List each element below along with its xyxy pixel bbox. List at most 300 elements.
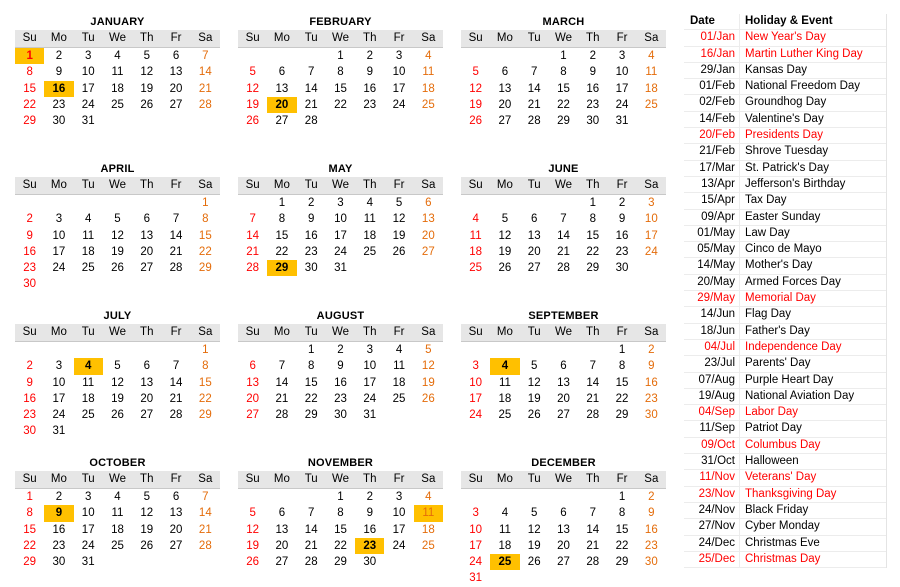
- day-cell[interactable]: 5: [531, 507, 538, 520]
- day-cell[interactable]: 26: [421, 392, 435, 405]
- day-cell[interactable]: 9: [55, 66, 63, 79]
- day-cell[interactable]: 17: [81, 82, 95, 95]
- day-cell[interactable]: 15: [615, 523, 629, 536]
- day-cell[interactable]: 11: [363, 213, 376, 226]
- day-cell[interactable]: 6: [172, 50, 180, 62]
- day-cell[interactable]: 7: [589, 360, 596, 373]
- day-cell[interactable]: 18: [469, 245, 483, 258]
- day-cell[interactable]: 29: [267, 260, 296, 276]
- day-cell[interactable]: 20: [140, 245, 154, 258]
- day-cell[interactable]: 11: [469, 229, 482, 242]
- day-cell[interactable]: 8: [202, 213, 209, 226]
- day-cell[interactable]: 24: [469, 409, 483, 422]
- day-cell[interactable]: 3: [337, 197, 344, 209]
- day-cell[interactable]: 2: [337, 344, 344, 356]
- day-cell[interactable]: 22: [198, 245, 212, 258]
- day-cell[interactable]: 13: [275, 523, 289, 536]
- day-cell[interactable]: 20: [140, 392, 154, 405]
- day-cell[interactable]: 13: [169, 507, 183, 520]
- day-cell[interactable]: 12: [111, 229, 124, 242]
- day-cell[interactable]: 31: [615, 115, 629, 128]
- day-cell[interactable]: 6: [501, 66, 509, 79]
- day-cell[interactable]: 28: [198, 98, 212, 111]
- day-cell[interactable]: 25: [363, 245, 377, 258]
- day-cell[interactable]: 12: [140, 66, 154, 79]
- day-cell[interactable]: 19: [469, 98, 483, 111]
- day-cell[interactable]: 24: [363, 392, 377, 405]
- day-cell[interactable]: 4: [501, 507, 509, 520]
- day-cell[interactable]: 17: [334, 229, 347, 242]
- day-cell[interactable]: 1: [278, 197, 286, 209]
- day-cell[interactable]: 11: [414, 505, 443, 521]
- day-cell[interactable]: 31: [81, 115, 95, 128]
- day-cell[interactable]: 14: [304, 82, 318, 95]
- day-cell[interactable]: 30: [52, 115, 66, 128]
- day-cell[interactable]: 10: [392, 66, 406, 79]
- day-cell[interactable]: 6: [560, 507, 567, 520]
- day-cell[interactable]: 20: [557, 539, 570, 552]
- day-cell[interactable]: 21: [527, 98, 541, 111]
- day-cell[interactable]: 2: [55, 491, 63, 503]
- day-cell[interactable]: 17: [81, 523, 95, 536]
- day-cell[interactable]: 13: [140, 229, 154, 242]
- day-cell[interactable]: 4: [425, 50, 432, 62]
- day-cell[interactable]: 9: [589, 66, 596, 79]
- day-cell[interactable]: 26: [246, 556, 260, 569]
- day-cell[interactable]: 28: [586, 409, 600, 422]
- day-cell[interactable]: 25: [490, 554, 519, 570]
- day-cell[interactable]: 16: [644, 523, 658, 536]
- day-cell[interactable]: 28: [198, 539, 212, 552]
- day-cell[interactable]: 7: [531, 66, 538, 79]
- day-cell[interactable]: 30: [334, 409, 347, 422]
- day-cell[interactable]: 25: [469, 262, 483, 275]
- day-cell[interactable]: 26: [392, 245, 406, 258]
- day-cell[interactable]: 3: [366, 344, 373, 356]
- day-cell[interactable]: 20: [267, 97, 296, 113]
- day-cell[interactable]: 25: [81, 262, 95, 275]
- day-cell[interactable]: 8: [618, 507, 626, 520]
- day-cell[interactable]: 11: [82, 376, 95, 389]
- day-cell[interactable]: 8: [278, 213, 286, 226]
- day-cell[interactable]: 17: [469, 539, 483, 552]
- day-cell[interactable]: 13: [527, 229, 541, 242]
- day-cell[interactable]: 27: [275, 556, 289, 569]
- day-cell[interactable]: 2: [26, 213, 33, 226]
- day-cell[interactable]: 28: [169, 409, 183, 422]
- day-cell[interactable]: 6: [425, 197, 432, 209]
- day-cell[interactable]: 9: [648, 507, 655, 520]
- day-cell[interactable]: 4: [472, 213, 479, 226]
- day-cell[interactable]: 22: [615, 539, 629, 552]
- day-cell[interactable]: 12: [527, 523, 541, 536]
- day-cell[interactable]: 26: [246, 115, 260, 128]
- day-cell[interactable]: 8: [560, 66, 567, 79]
- day-cell[interactable]: 10: [52, 229, 66, 242]
- day-cell[interactable]: 2: [589, 50, 596, 62]
- day-cell[interactable]: 3: [395, 50, 403, 62]
- day-cell[interactable]: 4: [366, 197, 373, 209]
- day-cell[interactable]: 17: [615, 82, 629, 95]
- day-cell[interactable]: 21: [586, 539, 600, 552]
- day-cell[interactable]: 23: [644, 539, 658, 552]
- day-cell[interactable]: 19: [421, 376, 435, 389]
- day-cell[interactable]: 1: [15, 48, 44, 64]
- day-cell[interactable]: 7: [278, 360, 286, 373]
- day-cell[interactable]: 17: [644, 229, 658, 242]
- day-cell[interactable]: 11: [82, 229, 95, 242]
- day-cell[interactable]: 7: [249, 213, 256, 226]
- day-cell[interactable]: 14: [275, 376, 289, 389]
- day-cell[interactable]: 19: [246, 539, 260, 552]
- day-cell[interactable]: 23: [23, 262, 37, 275]
- day-cell[interactable]: 16: [23, 392, 37, 405]
- day-cell[interactable]: 11: [498, 376, 511, 389]
- day-cell[interactable]: 5: [425, 344, 432, 356]
- day-cell[interactable]: 10: [81, 507, 95, 520]
- day-cell[interactable]: 22: [557, 98, 570, 111]
- day-cell[interactable]: 20: [527, 245, 541, 258]
- day-cell[interactable]: 25: [111, 539, 124, 552]
- day-cell[interactable]: 13: [498, 82, 512, 95]
- day-cell[interactable]: 2: [366, 491, 373, 503]
- day-cell[interactable]: 27: [421, 245, 435, 258]
- day-cell[interactable]: 9: [366, 507, 373, 520]
- day-cell[interactable]: 3: [85, 50, 92, 62]
- day-cell[interactable]: 9: [308, 213, 315, 226]
- day-cell[interactable]: 25: [421, 98, 435, 111]
- day-cell[interactable]: 10: [81, 66, 95, 79]
- day-cell[interactable]: 23: [615, 245, 629, 258]
- day-cell[interactable]: 27: [275, 115, 289, 128]
- day-cell[interactable]: 28: [557, 262, 570, 275]
- day-cell[interactable]: 7: [589, 507, 596, 520]
- day-cell[interactable]: 28: [275, 409, 289, 422]
- day-cell[interactable]: 15: [304, 376, 318, 389]
- day-cell[interactable]: 20: [169, 82, 183, 95]
- day-cell[interactable]: 23: [355, 538, 384, 554]
- day-cell[interactable]: 15: [334, 523, 347, 536]
- day-cell[interactable]: 20: [421, 229, 435, 242]
- day-cell[interactable]: 12: [246, 523, 260, 536]
- day-cell[interactable]: 12: [246, 82, 260, 95]
- day-cell[interactable]: 15: [23, 82, 37, 95]
- day-cell[interactable]: 16: [23, 245, 37, 258]
- day-cell[interactable]: 13: [275, 82, 289, 95]
- day-cell[interactable]: 29: [586, 262, 600, 275]
- day-cell[interactable]: 21: [198, 523, 212, 536]
- day-cell[interactable]: 25: [421, 539, 435, 552]
- day-cell[interactable]: 22: [334, 539, 347, 552]
- day-cell[interactable]: 21: [304, 539, 318, 552]
- day-cell[interactable]: 10: [334, 213, 347, 226]
- day-cell[interactable]: 28: [586, 556, 600, 569]
- day-cell[interactable]: 5: [114, 360, 121, 373]
- day-cell[interactable]: 9: [26, 229, 33, 242]
- day-cell[interactable]: 20: [498, 98, 512, 111]
- day-cell[interactable]: 29: [304, 409, 318, 422]
- day-cell[interactable]: 3: [85, 491, 92, 503]
- day-cell[interactable]: 13: [421, 213, 435, 226]
- day-cell[interactable]: 27: [140, 409, 154, 422]
- day-cell[interactable]: 30: [586, 115, 600, 128]
- day-cell[interactable]: 9: [366, 66, 373, 79]
- day-cell[interactable]: 24: [81, 539, 95, 552]
- day-cell[interactable]: 17: [52, 392, 66, 405]
- day-cell[interactable]: 24: [52, 409, 66, 422]
- day-cell[interactable]: 15: [615, 376, 629, 389]
- day-cell[interactable]: 2: [648, 491, 655, 503]
- day-cell[interactable]: 23: [304, 245, 318, 258]
- day-cell[interactable]: 2: [26, 360, 33, 373]
- day-cell[interactable]: 14: [169, 229, 183, 242]
- day-cell[interactable]: 21: [304, 98, 318, 111]
- day-cell[interactable]: 13: [169, 66, 183, 79]
- day-cell[interactable]: 19: [111, 392, 124, 405]
- day-cell[interactable]: 1: [337, 491, 344, 503]
- day-cell[interactable]: 8: [26, 66, 33, 79]
- day-cell[interactable]: 21: [246, 245, 260, 258]
- day-cell[interactable]: 23: [363, 98, 377, 111]
- day-cell[interactable]: 31: [363, 409, 377, 422]
- day-cell[interactable]: 24: [615, 98, 629, 111]
- day-cell[interactable]: 26: [140, 539, 154, 552]
- day-cell[interactable]: 4: [114, 491, 121, 503]
- day-cell[interactable]: 30: [52, 556, 66, 569]
- day-cell[interactable]: 10: [469, 376, 483, 389]
- day-cell[interactable]: 6: [278, 66, 286, 79]
- day-cell[interactable]: 16: [363, 523, 377, 536]
- day-cell[interactable]: 19: [246, 98, 260, 111]
- day-cell[interactable]: 18: [421, 523, 435, 536]
- day-cell[interactable]: 21: [586, 392, 600, 405]
- day-cell[interactable]: 27: [169, 98, 183, 111]
- day-cell[interactable]: 1: [26, 491, 33, 503]
- day-cell[interactable]: 22: [275, 245, 289, 258]
- day-cell[interactable]: 8: [337, 507, 344, 520]
- day-cell[interactable]: 29: [23, 115, 37, 128]
- day-cell[interactable]: 24: [81, 98, 95, 111]
- day-cell[interactable]: 30: [644, 409, 658, 422]
- day-cell[interactable]: 11: [498, 523, 511, 536]
- day-cell[interactable]: 15: [586, 229, 600, 242]
- day-cell[interactable]: 28: [304, 556, 318, 569]
- day-cell[interactable]: 23: [52, 539, 66, 552]
- day-cell[interactable]: 11: [393, 360, 406, 373]
- day-cell[interactable]: 13: [140, 376, 154, 389]
- day-cell[interactable]: 19: [140, 82, 154, 95]
- day-cell[interactable]: 6: [560, 360, 567, 373]
- day-cell[interactable]: 24: [334, 245, 347, 258]
- day-cell[interactable]: 12: [527, 376, 541, 389]
- day-cell[interactable]: 12: [498, 229, 512, 242]
- day-cell[interactable]: 31: [52, 425, 66, 438]
- day-cell[interactable]: 24: [392, 98, 406, 111]
- day-cell[interactable]: 4: [74, 358, 103, 374]
- day-cell[interactable]: 23: [586, 98, 600, 111]
- day-cell[interactable]: 1: [202, 344, 209, 356]
- day-cell[interactable]: 3: [55, 360, 63, 373]
- day-cell[interactable]: 4: [114, 50, 121, 62]
- day-cell[interactable]: 10: [363, 360, 377, 373]
- day-cell[interactable]: 18: [498, 539, 512, 552]
- day-cell[interactable]: 12: [392, 213, 406, 226]
- day-cell[interactable]: 27: [498, 115, 512, 128]
- day-cell[interactable]: 30: [23, 278, 37, 291]
- day-cell[interactable]: 7: [202, 491, 209, 503]
- day-cell[interactable]: 18: [392, 376, 406, 389]
- day-cell[interactable]: 1: [618, 344, 626, 356]
- day-cell[interactable]: 18: [81, 245, 95, 258]
- day-cell[interactable]: 13: [246, 376, 260, 389]
- day-cell[interactable]: 27: [246, 409, 260, 422]
- day-cell[interactable]: 14: [557, 229, 570, 242]
- day-cell[interactable]: 17: [52, 245, 66, 258]
- day-cell[interactable]: 4: [395, 344, 403, 356]
- day-cell[interactable]: 21: [275, 392, 289, 405]
- day-cell[interactable]: 19: [498, 245, 512, 258]
- day-cell[interactable]: 10: [52, 376, 66, 389]
- day-cell[interactable]: 14: [198, 507, 212, 520]
- day-cell[interactable]: 2: [55, 50, 63, 62]
- day-cell[interactable]: 2: [618, 197, 626, 209]
- day-cell[interactable]: 16: [44, 81, 73, 97]
- day-cell[interactable]: 31: [469, 572, 483, 585]
- day-cell[interactable]: 5: [395, 197, 403, 209]
- day-cell[interactable]: 30: [363, 556, 377, 569]
- day-cell[interactable]: 15: [275, 229, 289, 242]
- day-cell[interactable]: 9: [26, 376, 33, 389]
- day-cell[interactable]: 4: [425, 491, 432, 503]
- day-cell[interactable]: 29: [557, 115, 570, 128]
- day-cell[interactable]: 11: [422, 66, 435, 79]
- day-cell[interactable]: 10: [392, 507, 406, 520]
- day-cell[interactable]: 29: [615, 409, 629, 422]
- day-cell[interactable]: 5: [501, 213, 509, 226]
- day-cell[interactable]: 22: [23, 539, 37, 552]
- day-cell[interactable]: 6: [249, 360, 256, 373]
- day-cell[interactable]: 30: [615, 262, 629, 275]
- day-cell[interactable]: 18: [363, 229, 377, 242]
- day-cell[interactable]: 8: [26, 507, 33, 520]
- day-cell[interactable]: 7: [308, 507, 315, 520]
- day-cell[interactable]: 21: [557, 245, 570, 258]
- day-cell[interactable]: 11: [111, 66, 124, 79]
- day-cell[interactable]: 27: [557, 556, 570, 569]
- day-cell[interactable]: 26: [111, 409, 124, 422]
- day-cell[interactable]: 30: [304, 262, 318, 275]
- day-cell[interactable]: 25: [644, 98, 658, 111]
- day-cell[interactable]: 28: [304, 115, 318, 128]
- day-cell[interactable]: 17: [392, 82, 406, 95]
- day-cell[interactable]: 30: [644, 556, 658, 569]
- day-cell[interactable]: 20: [557, 392, 570, 405]
- day-cell[interactable]: 15: [23, 523, 37, 536]
- day-cell[interactable]: 5: [114, 213, 121, 226]
- day-cell[interactable]: 7: [560, 213, 567, 226]
- day-cell[interactable]: 3: [395, 491, 403, 503]
- day-cell[interactable]: 17: [363, 376, 377, 389]
- day-cell[interactable]: 29: [334, 556, 347, 569]
- day-cell[interactable]: 22: [198, 392, 212, 405]
- day-cell[interactable]: 1: [308, 344, 315, 356]
- day-cell[interactable]: 14: [586, 376, 600, 389]
- day-cell[interactable]: 2: [366, 50, 373, 62]
- day-cell[interactable]: 15: [334, 82, 347, 95]
- day-cell[interactable]: 15: [557, 82, 570, 95]
- day-cell[interactable]: 22: [334, 98, 347, 111]
- day-cell[interactable]: 21: [198, 82, 212, 95]
- day-cell[interactable]: 14: [527, 82, 541, 95]
- day-cell[interactable]: 22: [304, 392, 318, 405]
- day-cell[interactable]: 6: [143, 360, 150, 373]
- day-cell[interactable]: 7: [172, 213, 180, 226]
- day-cell[interactable]: 20: [169, 523, 183, 536]
- day-cell[interactable]: 10: [644, 213, 658, 226]
- day-cell[interactable]: 22: [23, 98, 37, 111]
- day-cell[interactable]: 10: [469, 523, 483, 536]
- day-cell[interactable]: 8: [337, 66, 344, 79]
- day-cell[interactable]: 26: [111, 262, 124, 275]
- day-cell[interactable]: 9: [337, 360, 344, 373]
- day-cell[interactable]: 29: [23, 556, 37, 569]
- day-cell[interactable]: 20: [246, 392, 260, 405]
- day-cell[interactable]: 7: [172, 360, 180, 373]
- day-cell[interactable]: 9: [648, 360, 655, 373]
- day-cell[interactable]: 18: [81, 392, 95, 405]
- day-cell[interactable]: 23: [23, 409, 37, 422]
- day-cell[interactable]: 18: [644, 82, 658, 95]
- day-cell[interactable]: 19: [111, 245, 124, 258]
- day-cell[interactable]: 19: [527, 539, 541, 552]
- day-cell[interactable]: 16: [644, 376, 658, 389]
- day-cell[interactable]: 14: [169, 376, 183, 389]
- day-cell[interactable]: 5: [249, 507, 256, 520]
- day-cell[interactable]: 3: [55, 213, 63, 226]
- day-cell[interactable]: 3: [618, 50, 626, 62]
- day-cell[interactable]: 28: [169, 262, 183, 275]
- day-cell[interactable]: 28: [527, 115, 541, 128]
- day-cell[interactable]: 27: [527, 262, 541, 275]
- day-cell[interactable]: 14: [198, 66, 212, 79]
- day-cell[interactable]: 16: [615, 229, 629, 242]
- day-cell[interactable]: 23: [334, 392, 347, 405]
- day-cell[interactable]: 5: [531, 360, 538, 373]
- day-cell[interactable]: 2: [648, 344, 655, 356]
- day-cell[interactable]: 26: [498, 262, 512, 275]
- day-cell[interactable]: 17: [392, 523, 406, 536]
- day-cell[interactable]: 8: [202, 360, 209, 373]
- day-cell[interactable]: 25: [392, 392, 406, 405]
- day-cell[interactable]: 27: [140, 262, 154, 275]
- day-cell[interactable]: 29: [198, 262, 212, 275]
- day-cell[interactable]: 8: [308, 360, 315, 373]
- day-cell[interactable]: 5: [472, 66, 479, 79]
- day-cell[interactable]: 17: [469, 392, 483, 405]
- day-cell[interactable]: 8: [589, 213, 596, 226]
- day-cell[interactable]: 6: [531, 213, 538, 226]
- day-cell[interactable]: 22: [615, 392, 629, 405]
- day-cell[interactable]: 3: [472, 507, 479, 520]
- day-cell[interactable]: 16: [52, 523, 66, 536]
- day-cell[interactable]: 25: [498, 409, 512, 422]
- day-cell[interactable]: 21: [169, 392, 183, 405]
- day-cell[interactable]: 6: [172, 491, 180, 503]
- day-cell[interactable]: 26: [469, 115, 483, 128]
- day-cell[interactable]: 1: [560, 50, 567, 62]
- day-cell[interactable]: 15: [198, 376, 212, 389]
- day-cell[interactable]: 18: [421, 82, 435, 95]
